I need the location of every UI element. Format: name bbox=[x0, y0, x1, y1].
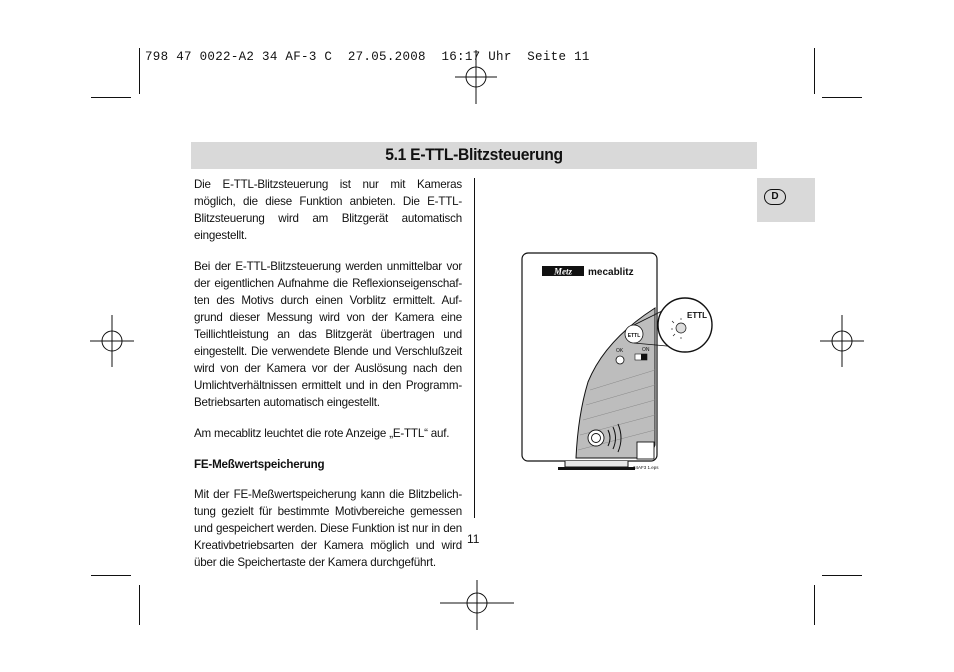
body-text-column bbox=[194, 176, 462, 585]
logo-band bbox=[542, 266, 634, 278]
crop-mark bbox=[822, 575, 862, 576]
metz-logo: Metz bbox=[554, 266, 572, 277]
registration-mark-top bbox=[455, 50, 497, 104]
subheading-fe: FE-Meßwertspeicherung bbox=[194, 458, 325, 471]
crop-mark bbox=[822, 97, 862, 98]
language-badge: D bbox=[764, 189, 786, 205]
crop-mark bbox=[814, 48, 815, 94]
ettl-zoom-label: ETTL bbox=[687, 311, 707, 320]
crop-mark bbox=[139, 585, 140, 625]
section-title: 5.1 E-TTL-Blitzsteuerung bbox=[385, 145, 563, 164]
dial-label: ETTL bbox=[627, 333, 641, 339]
paragraph-fe: Mit der FE-Meßwertspeicherung kann die Blitzbelich-tung gezielt für bestimmte Motivbereiche gemessen und gespeichert werden. Diese Funktion ist nur in den Kreativbetriebsarten der Kamera möglich und wird über die Speichertaste der Kamera durchgeführt. bbox=[194, 488, 462, 569]
crop-mark bbox=[139, 48, 140, 94]
figure-code: 34AF3 1.eps bbox=[633, 465, 659, 470]
paragraph-intro: Die E-TTL-Blitzsteuerung ist nur mit Kameras möglich, die diese Funktion anbieten. Die E-TTL-Blitzsteuerung wird am Blitzgerät automatisch eingestellt. bbox=[194, 178, 462, 242]
paragraph-pre-flash: Bei der E-TTL-Blitzsteuerung werden unmittelbar vor der eigentlichen Aufnahme die Reflexionseigenschaf-ten des Motivs durch einen Vorblitz ermittelt. Auf-grund dieser Messung wird von der Kamera eine Teillichtleistung an das Blitzgerät übertragen und eingestellt. Die verwendete Blende und Verschlußzeit wird von der Kamera vor der Auslösung nach den Umlichtverhältnissen ermittelt und in den Programm-Betriebsarten automatisch eingestellt. bbox=[194, 260, 462, 409]
paragraph-indicator: Am mecablitz leuchtet die rote Anzeige „E-TTL“ auf. bbox=[194, 427, 450, 440]
crop-mark bbox=[91, 97, 131, 98]
flash-unit-illustration bbox=[520, 250, 720, 475]
ok-indicator bbox=[616, 356, 624, 364]
flash-foot bbox=[565, 461, 628, 467]
page-number: 11 bbox=[467, 532, 480, 546]
mecablitz-label: mecablitz bbox=[588, 267, 634, 278]
section-title-bar bbox=[191, 142, 757, 169]
column-divider bbox=[474, 178, 475, 518]
print-header: 798 47 0022-A2 34 AF-3 C 27.05.2008 16:17 Uhr Seite 11 bbox=[145, 50, 590, 64]
registration-mark-right bbox=[820, 315, 864, 367]
on-label: ON bbox=[642, 347, 650, 353]
crop-mark bbox=[814, 585, 815, 625]
registration-mark-bottom bbox=[440, 580, 514, 630]
crop-mark bbox=[91, 575, 131, 576]
language-tab bbox=[757, 178, 815, 222]
registration-mark-left bbox=[90, 315, 134, 367]
ok-label: OK bbox=[616, 348, 624, 354]
